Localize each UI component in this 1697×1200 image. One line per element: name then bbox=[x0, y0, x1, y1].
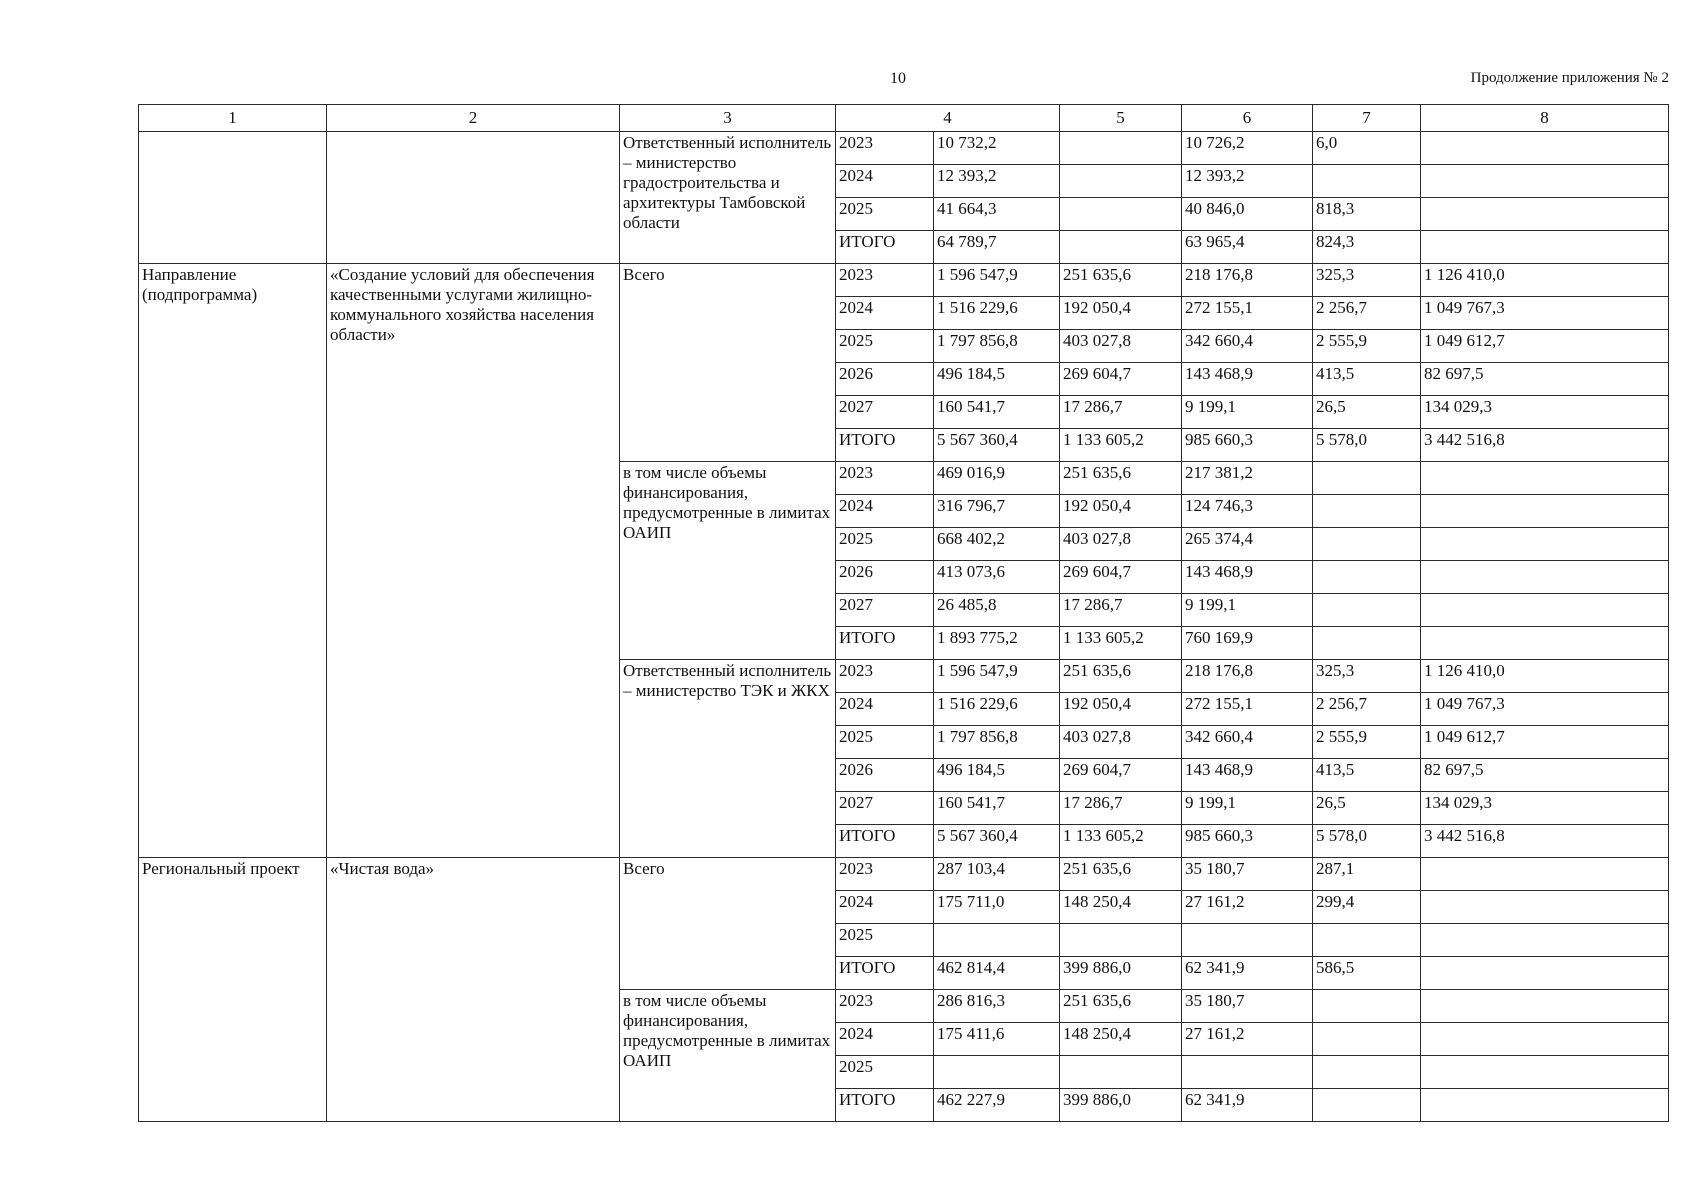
amount-cell: 1 596 547,9 bbox=[934, 660, 1060, 693]
year-cell: 2027 bbox=[836, 396, 934, 429]
amount-cell: 82 697,5 bbox=[1421, 759, 1669, 792]
amount-cell: 62 341,9 bbox=[1182, 957, 1313, 990]
amount-cell: 82 697,5 bbox=[1421, 363, 1669, 396]
amount-cell: 124 746,3 bbox=[1182, 495, 1313, 528]
year-cell: 2027 bbox=[836, 792, 934, 825]
amount-cell: 63 965,4 bbox=[1182, 231, 1313, 264]
year-cell: 2026 bbox=[836, 363, 934, 396]
amount-cell: 64 789,7 bbox=[934, 231, 1060, 264]
amount-cell: 148 250,4 bbox=[1060, 891, 1182, 924]
amount-cell: 403 027,8 bbox=[1060, 726, 1182, 759]
funding-group-label: Всего bbox=[620, 264, 836, 462]
amount-cell: 160 541,7 bbox=[934, 792, 1060, 825]
amount-cell: 134 029,3 bbox=[1421, 792, 1669, 825]
amount-cell: 272 155,1 bbox=[1182, 297, 1313, 330]
year-cell: 2027 bbox=[836, 594, 934, 627]
amount-cell: 10 732,2 bbox=[934, 132, 1060, 165]
item-name-cell: «Создание условий для обеспечения качественными услугами жилищно-коммунального хозяйства населения области» bbox=[327, 264, 620, 858]
amount-cell bbox=[1421, 1023, 1669, 1056]
amount-cell: 143 468,9 bbox=[1182, 561, 1313, 594]
amount-cell bbox=[1421, 990, 1669, 1023]
amount-cell bbox=[1421, 528, 1669, 561]
amount-cell: 26 485,8 bbox=[934, 594, 1060, 627]
year-cell: ИТОГО bbox=[836, 957, 934, 990]
amount-cell: 10 726,2 bbox=[1182, 132, 1313, 165]
amount-cell: 251 635,6 bbox=[1060, 858, 1182, 891]
item-type-cell: Региональный проект bbox=[139, 858, 327, 1122]
amount-cell: 668 402,2 bbox=[934, 528, 1060, 561]
amount-cell: 251 635,6 bbox=[1060, 990, 1182, 1023]
year-cell: 2023 bbox=[836, 858, 934, 891]
page-number: 10 bbox=[890, 70, 906, 87]
year-cell: 2024 bbox=[836, 1023, 934, 1056]
amount-cell: 12 393,2 bbox=[1182, 165, 1313, 198]
amount-cell bbox=[1313, 495, 1421, 528]
amount-cell: 286 816,3 bbox=[934, 990, 1060, 1023]
column-header: 5 bbox=[1060, 105, 1182, 132]
amount-cell: 9 199,1 bbox=[1182, 396, 1313, 429]
amount-cell: 175 411,6 bbox=[934, 1023, 1060, 1056]
amount-cell: 35 180,7 bbox=[1182, 858, 1313, 891]
amount-cell: 496 184,5 bbox=[934, 363, 1060, 396]
year-cell: 2025 bbox=[836, 528, 934, 561]
amount-cell: 496 184,5 bbox=[934, 759, 1060, 792]
amount-cell: 5 567 360,4 bbox=[934, 429, 1060, 462]
amount-cell: 462 227,9 bbox=[934, 1089, 1060, 1122]
amount-cell: 192 050,4 bbox=[1060, 495, 1182, 528]
amount-cell: 469 016,9 bbox=[934, 462, 1060, 495]
year-cell: 2025 bbox=[836, 726, 934, 759]
amount-cell: 3 442 516,8 bbox=[1421, 825, 1669, 858]
amount-cell: 17 286,7 bbox=[1060, 594, 1182, 627]
column-header: 7 bbox=[1313, 105, 1421, 132]
amount-cell bbox=[1421, 594, 1669, 627]
amount-cell: 27 161,2 bbox=[1182, 891, 1313, 924]
year-cell: 2023 bbox=[836, 264, 934, 297]
amount-cell: 287,1 bbox=[1313, 858, 1421, 891]
year-cell: 2023 bbox=[836, 990, 934, 1023]
funding-group-label: в том числе объемы финансирования, предусмотренные в лимитах ОАИП bbox=[620, 990, 836, 1122]
column-number-row bbox=[139, 105, 1669, 132]
amount-cell: 272 155,1 bbox=[1182, 693, 1313, 726]
amount-cell bbox=[1421, 132, 1669, 165]
amount-cell bbox=[1182, 1056, 1313, 1089]
amount-cell: 5 578,0 bbox=[1313, 825, 1421, 858]
amount-cell: 192 050,4 bbox=[1060, 297, 1182, 330]
amount-cell: 218 176,8 bbox=[1182, 264, 1313, 297]
amount-cell bbox=[1421, 957, 1669, 990]
amount-cell: 41 664,3 bbox=[934, 198, 1060, 231]
amount-cell: 265 374,4 bbox=[1182, 528, 1313, 561]
amount-cell: 251 635,6 bbox=[1060, 462, 1182, 495]
amount-cell: 269 604,7 bbox=[1060, 561, 1182, 594]
amount-cell bbox=[1313, 165, 1421, 198]
year-cell: 2025 bbox=[836, 330, 934, 363]
amount-cell bbox=[1421, 495, 1669, 528]
year-cell: 2025 bbox=[836, 924, 934, 957]
amount-cell bbox=[1060, 132, 1182, 165]
year-cell: 2023 bbox=[836, 132, 934, 165]
amount-cell bbox=[1060, 165, 1182, 198]
amount-cell: 251 635,6 bbox=[1060, 660, 1182, 693]
column-header: 6 bbox=[1182, 105, 1313, 132]
amount-cell: 160 541,7 bbox=[934, 396, 1060, 429]
amount-cell: 1 893 775,2 bbox=[934, 627, 1060, 660]
amount-cell bbox=[1313, 594, 1421, 627]
amount-cell: 1 133 605,2 bbox=[1060, 825, 1182, 858]
item-name-cell: «Чистая вода» bbox=[327, 858, 620, 1122]
amount-cell bbox=[1421, 924, 1669, 957]
continuation-note: Продолжение приложения № 2 bbox=[1470, 70, 1669, 86]
table-row bbox=[139, 132, 1669, 165]
amount-cell: 325,3 bbox=[1313, 660, 1421, 693]
item-name-cell bbox=[327, 132, 620, 264]
amount-cell bbox=[1421, 561, 1669, 594]
amount-cell bbox=[1060, 198, 1182, 231]
amount-cell: 2 256,7 bbox=[1313, 693, 1421, 726]
amount-cell: 413,5 bbox=[1313, 759, 1421, 792]
amount-cell: 325,3 bbox=[1313, 264, 1421, 297]
amount-cell: 413,5 bbox=[1313, 363, 1421, 396]
amount-cell: 175 711,0 bbox=[934, 891, 1060, 924]
amount-cell bbox=[1421, 1089, 1669, 1122]
amount-cell bbox=[1313, 462, 1421, 495]
amount-cell: 1 126 410,0 bbox=[1421, 264, 1669, 297]
amount-cell: 3 442 516,8 bbox=[1421, 429, 1669, 462]
amount-cell: 287 103,4 bbox=[934, 858, 1060, 891]
amount-cell: 399 886,0 bbox=[1060, 1089, 1182, 1122]
amount-cell: 192 050,4 bbox=[1060, 693, 1182, 726]
column-header: 2 bbox=[327, 105, 620, 132]
table-row bbox=[139, 264, 1669, 297]
amount-cell: 1 516 229,6 bbox=[934, 693, 1060, 726]
amount-cell bbox=[1060, 231, 1182, 264]
amount-cell: 17 286,7 bbox=[1060, 396, 1182, 429]
amount-cell: 586,5 bbox=[1313, 957, 1421, 990]
amount-cell: 1 133 605,2 bbox=[1060, 627, 1182, 660]
amount-cell: 1 049 612,7 bbox=[1421, 330, 1669, 363]
year-cell: 2024 bbox=[836, 165, 934, 198]
amount-cell bbox=[1421, 858, 1669, 891]
funding-group-label: Ответственный исполнитель – министерство ТЭК и ЖКХ bbox=[620, 660, 836, 858]
amount-cell bbox=[1313, 627, 1421, 660]
amount-cell: 1 596 547,9 bbox=[934, 264, 1060, 297]
column-header: 1 bbox=[139, 105, 327, 132]
year-cell: 2024 bbox=[836, 495, 934, 528]
amount-cell: 462 814,4 bbox=[934, 957, 1060, 990]
year-cell: 2025 bbox=[836, 1056, 934, 1089]
amount-cell: 1 049 767,3 bbox=[1421, 297, 1669, 330]
amount-cell: 2 256,7 bbox=[1313, 297, 1421, 330]
amount-cell bbox=[1421, 462, 1669, 495]
funding-group-label: в том числе объемы финансирования, предусмотренные в лимитах ОАИП bbox=[620, 462, 836, 660]
amount-cell bbox=[1313, 561, 1421, 594]
amount-cell: 134 029,3 bbox=[1421, 396, 1669, 429]
amount-cell: 824,3 bbox=[1313, 231, 1421, 264]
amount-cell: 1 797 856,8 bbox=[934, 726, 1060, 759]
amount-cell: 5 567 360,4 bbox=[934, 825, 1060, 858]
amount-cell: 269 604,7 bbox=[1060, 363, 1182, 396]
amount-cell bbox=[934, 924, 1060, 957]
year-cell: ИТОГО bbox=[836, 825, 934, 858]
amount-cell: 9 199,1 bbox=[1182, 594, 1313, 627]
funding-group-label: Ответственный исполнитель – министерство градостроительства и архитектуры Тамбовской области bbox=[620, 132, 836, 264]
column-header: 8 bbox=[1421, 105, 1669, 132]
year-cell: ИТОГО bbox=[836, 1089, 934, 1122]
amount-cell bbox=[1060, 1056, 1182, 1089]
year-cell: 2024 bbox=[836, 693, 934, 726]
amount-cell: 818,3 bbox=[1313, 198, 1421, 231]
amount-cell: 2 555,9 bbox=[1313, 726, 1421, 759]
year-cell: 2026 bbox=[836, 759, 934, 792]
funding-group-label: Всего bbox=[620, 858, 836, 990]
column-header: 3 bbox=[620, 105, 836, 132]
amount-cell: 299,4 bbox=[1313, 891, 1421, 924]
amount-cell: 5 578,0 bbox=[1313, 429, 1421, 462]
amount-cell: 35 180,7 bbox=[1182, 990, 1313, 1023]
amount-cell: 985 660,3 bbox=[1182, 429, 1313, 462]
amount-cell: 985 660,3 bbox=[1182, 825, 1313, 858]
amount-cell: 27 161,2 bbox=[1182, 1023, 1313, 1056]
amount-cell: 1 516 229,6 bbox=[934, 297, 1060, 330]
amount-cell bbox=[934, 1056, 1060, 1089]
amount-cell bbox=[1060, 924, 1182, 957]
amount-cell: 2 555,9 bbox=[1313, 330, 1421, 363]
amount-cell: 12 393,2 bbox=[934, 165, 1060, 198]
amount-cell: 269 604,7 bbox=[1060, 759, 1182, 792]
amount-cell: 342 660,4 bbox=[1182, 330, 1313, 363]
financing-table bbox=[138, 104, 1669, 1122]
amount-cell: 1 133 605,2 bbox=[1060, 429, 1182, 462]
year-cell: 2024 bbox=[836, 297, 934, 330]
amount-cell bbox=[1313, 1023, 1421, 1056]
amount-cell: 6,0 bbox=[1313, 132, 1421, 165]
amount-cell bbox=[1182, 924, 1313, 957]
amount-cell: 26,5 bbox=[1313, 396, 1421, 429]
amount-cell bbox=[1313, 1056, 1421, 1089]
amount-cell bbox=[1421, 891, 1669, 924]
amount-cell bbox=[1421, 231, 1669, 264]
year-cell: 2024 bbox=[836, 891, 934, 924]
amount-cell bbox=[1313, 924, 1421, 957]
amount-cell: 143 468,9 bbox=[1182, 759, 1313, 792]
amount-cell: 760 169,9 bbox=[1182, 627, 1313, 660]
year-cell: ИТОГО bbox=[836, 231, 934, 264]
amount-cell bbox=[1421, 165, 1669, 198]
amount-cell bbox=[1421, 198, 1669, 231]
amount-cell: 9 199,1 bbox=[1182, 792, 1313, 825]
amount-cell: 403 027,8 bbox=[1060, 528, 1182, 561]
amount-cell: 148 250,4 bbox=[1060, 1023, 1182, 1056]
amount-cell: 413 073,6 bbox=[934, 561, 1060, 594]
column-header: 4 bbox=[836, 105, 1060, 132]
item-type-cell bbox=[139, 132, 327, 264]
amount-cell: 1 049 612,7 bbox=[1421, 726, 1669, 759]
amount-cell: 251 635,6 bbox=[1060, 264, 1182, 297]
item-type-cell: Направление (подпрограмма) bbox=[139, 264, 327, 858]
year-cell: 2023 bbox=[836, 462, 934, 495]
amount-cell: 217 381,2 bbox=[1182, 462, 1313, 495]
amount-cell: 143 468,9 bbox=[1182, 363, 1313, 396]
amount-cell bbox=[1421, 627, 1669, 660]
year-cell: 2023 bbox=[836, 660, 934, 693]
year-cell: 2025 bbox=[836, 198, 934, 231]
amount-cell: 342 660,4 bbox=[1182, 726, 1313, 759]
amount-cell bbox=[1313, 1089, 1421, 1122]
amount-cell bbox=[1313, 528, 1421, 561]
amount-cell: 1 797 856,8 bbox=[934, 330, 1060, 363]
amount-cell: 17 286,7 bbox=[1060, 792, 1182, 825]
amount-cell bbox=[1313, 990, 1421, 1023]
year-cell: ИТОГО bbox=[836, 627, 934, 660]
amount-cell: 26,5 bbox=[1313, 792, 1421, 825]
year-cell: 2026 bbox=[836, 561, 934, 594]
amount-cell bbox=[1421, 1056, 1669, 1089]
amount-cell: 399 886,0 bbox=[1060, 957, 1182, 990]
table-row bbox=[139, 858, 1669, 891]
amount-cell: 40 846,0 bbox=[1182, 198, 1313, 231]
amount-cell: 62 341,9 bbox=[1182, 1089, 1313, 1122]
amount-cell: 1 049 767,3 bbox=[1421, 693, 1669, 726]
amount-cell: 403 027,8 bbox=[1060, 330, 1182, 363]
amount-cell: 1 126 410,0 bbox=[1421, 660, 1669, 693]
year-cell: ИТОГО bbox=[836, 429, 934, 462]
amount-cell: 316 796,7 bbox=[934, 495, 1060, 528]
table-body bbox=[139, 132, 1669, 1122]
amount-cell: 218 176,8 bbox=[1182, 660, 1313, 693]
